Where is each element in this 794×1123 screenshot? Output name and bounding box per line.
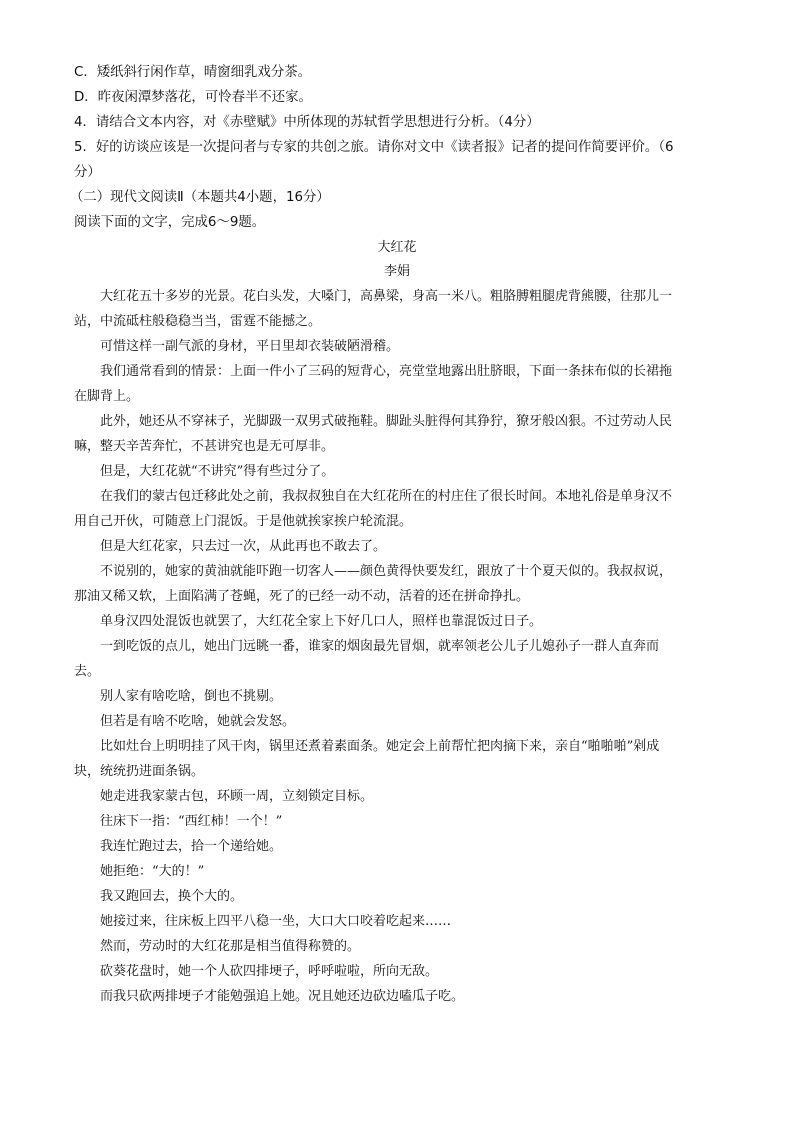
reading-instruction: 阅读下面的文字，完成6～9题。 (74, 215, 266, 230)
article-line: 别人家有啥吃啥，倒也不挑剔。 (100, 689, 283, 704)
article-line: 比如灶台上明明挂了风干肉，锅里还煮着素面条。她定会上前帮忙把肉摘下来，亲自“啪啪啪”剁成 (100, 739, 660, 754)
article-line: 我们通常看到的情景：上面一件小了三码的短背心，亮堂堂地露出肚脐眼，下面一条抹布似的长裙拖 (100, 364, 673, 379)
article-line: 不说别的，她家的黄油就能吓跑一切客人——颜色黄得快要发红，跟放了十个夏天似的。我叔叔说， (100, 564, 673, 579)
article-line: 单身汉四处混饭也就罢了，大红花全家上下好几口人，照样也靠混饭过日子。 (100, 614, 543, 629)
article-line: 她走进我家蒙古包，环顾一周，立刻锁定目标。 (100, 789, 374, 804)
article-line: 此外，她还从不穿袜子，光脚趿一双男式破拖鞋。脚趾头脏得何其狰狞，獠牙般凶狠。不过劳动人民 (100, 414, 673, 429)
article-line: 可惜这样一副气派的身材，平日里却衣装破陋滑稽。 (100, 339, 400, 354)
article-title: 大红花 (377, 240, 417, 255)
article-line: 她接过来，往床板上四平八稳一坐，大口大口咬着吃起来…… (100, 914, 452, 929)
article-line: 大红花五十多岁的光景。花白头发，大嗓门，高鼻梁，身高一米八。粗胳膊粗腿虎背熊腰，往那儿一 (100, 289, 673, 304)
option-c: C．矮纸斜行闲作草，晴窗细乳戏分茶。 (74, 65, 311, 80)
article-line: 那油又稀又软，上面陷满了苍蝇，死了的已经一动不动，活着的还在拼命挣扎。 (74, 589, 530, 604)
article-line: 在脚背上。 (74, 389, 140, 404)
article-line: 用自己开伙，可随意上门混饭。于是他就挨家挨户轮流混。 (74, 514, 413, 529)
article-line: 去。 (74, 664, 101, 679)
article-line: 她拒绝：“大的！” (100, 864, 205, 879)
section-title: （二）现代文阅读Ⅱ（本题共4小题，16分） (70, 190, 330, 205)
article-line: 而我只砍两排埂子才能勉强追上她。况且她还边砍边嗑瓜子吃。 (100, 989, 465, 1004)
article-line: 我连忙跑过去，拾一个递给她。 (100, 839, 283, 854)
article-line: 我又跑回去，换个大的。 (100, 889, 244, 904)
question-4: 4．请结合文本内容，对《赤壁赋》中所体现的苏轼哲学思想进行分析。（4分） (74, 115, 540, 130)
article-line: 但是大红花家，只去过一次，从此再也不敢去了。 (100, 539, 387, 554)
article-line: 块，统统扔进面条锅。 (74, 764, 205, 779)
article-line: 砍葵花盘时，她一个人砍四排埂子，呼呼啦啦，所向无敌。 (100, 964, 439, 979)
option-d: D．昨夜闲潭梦落花，可怜春半不还家。 (74, 90, 312, 105)
question-5-line1: 5．好的访谈应该是一次提问者与专家的共创之旅。请你对文中《读者报》记者的提问作简要评价。（6 (74, 140, 674, 155)
article-line: 在我们的蒙古包迁移此处之前，我叔叔独自在大红花所在的村庄住了很长时间。本地礼俗是单身汉不 (100, 489, 673, 504)
article-line: 站，中流砥柱般稳稳当当，雷霆不能撼之。 (74, 314, 322, 329)
article-line: 嘛，整天辛苦奔忙，不甚讲究也是无可厚非。 (74, 439, 335, 454)
article-line: 但若是有啥不吃啥，她就会发怒。 (100, 714, 296, 729)
article-line: 但是，大红花就“不讲究”得有些过分了。 (100, 464, 335, 479)
article-author: 李娟 (383, 264, 410, 279)
article-line: 然而，劳动时的大红花那是相当值得称赞的。 (100, 939, 361, 954)
question-5-line2: 分） (74, 165, 101, 180)
article-line: 往床下一指：“西红柿！一个！” (100, 814, 283, 829)
article-line: 一到吃饭的点儿，她出门远眺一番，谁家的烟囱最先冒烟，就率领老公儿子儿媳孙子一群人直奔而 (100, 639, 660, 654)
